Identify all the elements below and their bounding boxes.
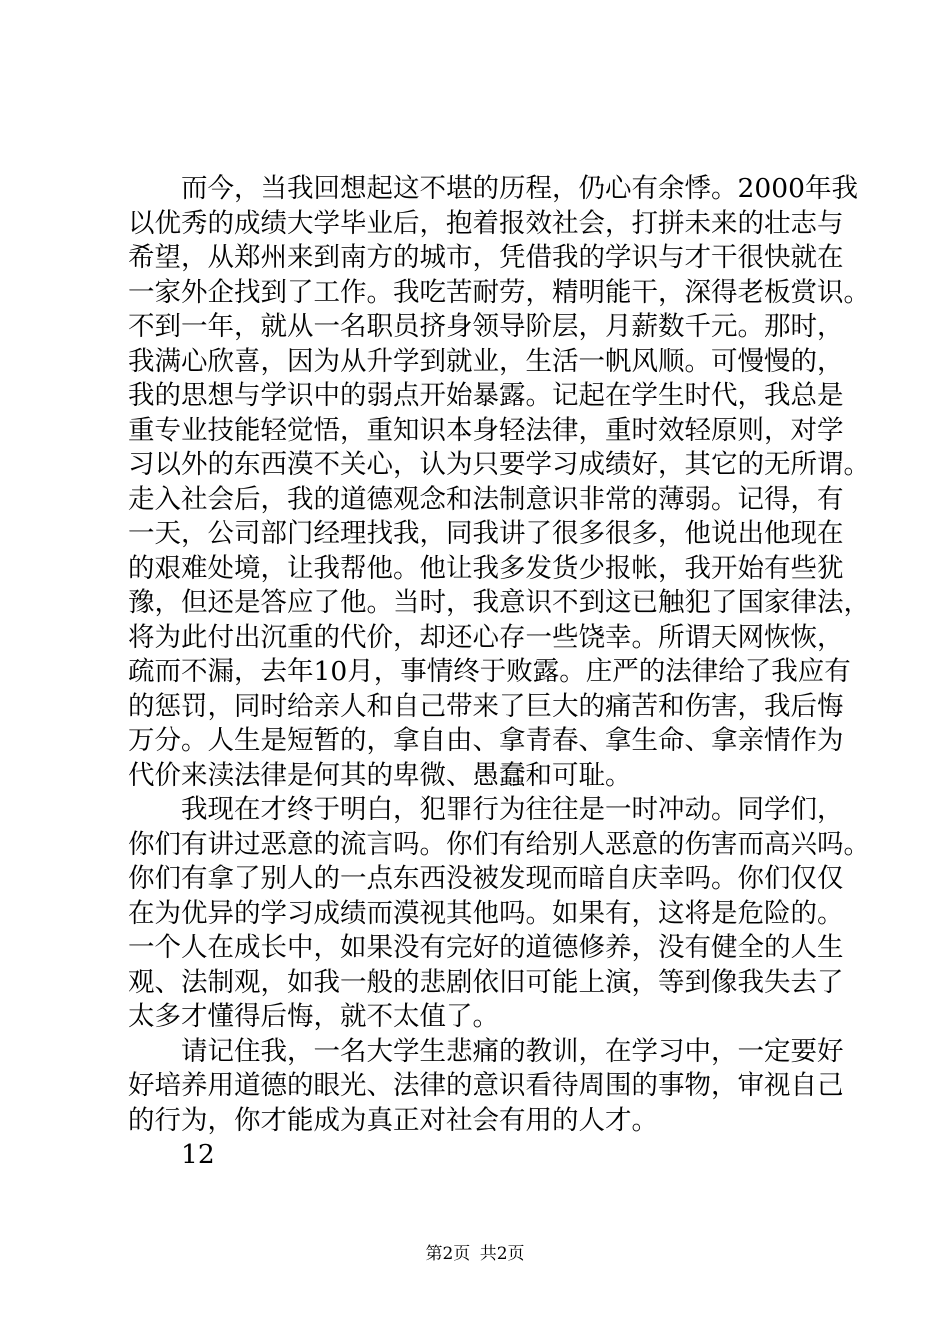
text-line: 豫，但还是答应了他。当时，我意识不到这已触犯了国家律法， <box>128 587 870 618</box>
text-line: 重专业技能轻觉悟，重知识本身轻法律，重时效轻原则，对学 <box>128 414 844 446</box>
text-line: 好培养用道德的眼光、法律的意识看待周围的事物，审视自己 <box>128 1070 844 1101</box>
text-line: 将为此付出沉重的代价，却还心存一些饶幸。所谓天网恢恢， <box>128 621 844 653</box>
text-line: 而今，当我回想起这不堪的历程，仍心有余悸。2000年我 <box>181 173 858 204</box>
text-line: 太多才懂得后悔，就不太值了。 <box>128 1001 499 1032</box>
text-line: 习以外的东西漠不关心，认为只要学习成绩好，其它的无所谓。 <box>128 449 870 480</box>
text-line: 希望，从郑州来到南方的城市，凭借我的学识与才干很快就在 <box>128 242 844 273</box>
text-line: 以优秀的成绩大学毕业后，抱着报效社会，打拼未来的壮志与 <box>128 207 844 239</box>
text-line: 疏而不漏，去年10月，事情终于败露。庄严的法律给了我应有 <box>128 656 851 687</box>
text-line: 的艰难处境，让我帮他。他让我多发货少报帐，我开始有些犹 <box>128 552 844 584</box>
text-line: 我的思想与学识中的弱点开始暴露。记起在学生时代，我总是 <box>128 380 844 411</box>
text-line: 一天，公司部门经理找我，同我讲了很多很多，他说出他现在 <box>128 518 844 549</box>
text-line: 我现在才终于明白，犯罪行为往往是一时冲动。同学们， <box>181 794 844 825</box>
page-footer <box>0 1243 950 1265</box>
paragraph-4 <box>128 1138 830 1173</box>
text-line: 在为优异的学习成绩而漠视其他吗。如果有，这将是危险的。 <box>128 897 844 929</box>
text-line: 12 <box>181 1139 215 1170</box>
text-line: 我满心欣喜，因为从升学到就业，生活一帆风顺。可慢慢的， <box>128 345 844 377</box>
paragraph-3 <box>128 1035 844 1139</box>
text-line: 一个人在成长中，如果没有完好的道德修养，没有健全的人生 <box>128 932 844 963</box>
text-line: 的行为，你才能成为真正对社会有用的人才。 <box>128 1104 658 1136</box>
text-line: 请记住我，一名大学生悲痛的教训，在学习中，一定要好 <box>181 1035 844 1067</box>
text-line: 你们有讲过恶意的流言吗。你们有给别人恶意的伤害而高兴吗。 <box>128 828 870 860</box>
paragraph-1 <box>128 172 870 793</box>
text-line: 不到一年，就从一名职员挤身领导阶层，月薪数千元。那时， <box>128 311 844 342</box>
page-number: 第2页 <box>425 1244 471 1264</box>
text-line: 观、法制观，如我一般的悲剧依旧可能上演，等到像我失去了 <box>128 966 844 998</box>
text-line: 的惩罚，同时给亲人和自己带来了巨大的痛苦和伤害，我后悔 <box>128 690 844 722</box>
text-line: 万分。人生是短暂的，拿自由、拿青春、拿生命、拿亲情作为 <box>128 725 844 756</box>
text-line: 一家外企找到了工作。我吃苦耐劳，精明能干，深得老板赏识。 <box>128 276 870 308</box>
page-total: 共2页 <box>479 1244 525 1264</box>
document-body <box>128 172 870 1173</box>
text-line: 走入社会后，我的道德观念和法制意识非常的薄弱。记得，有 <box>128 483 844 515</box>
paragraph-2 <box>128 793 870 1035</box>
text-line: 代价来渎法律是何其的卑微、愚蠢和可耻。 <box>128 759 632 791</box>
text-line: 你们有拿了别人的一点东西没被发现而暗自庆幸吗。你们仅仅 <box>128 863 844 894</box>
